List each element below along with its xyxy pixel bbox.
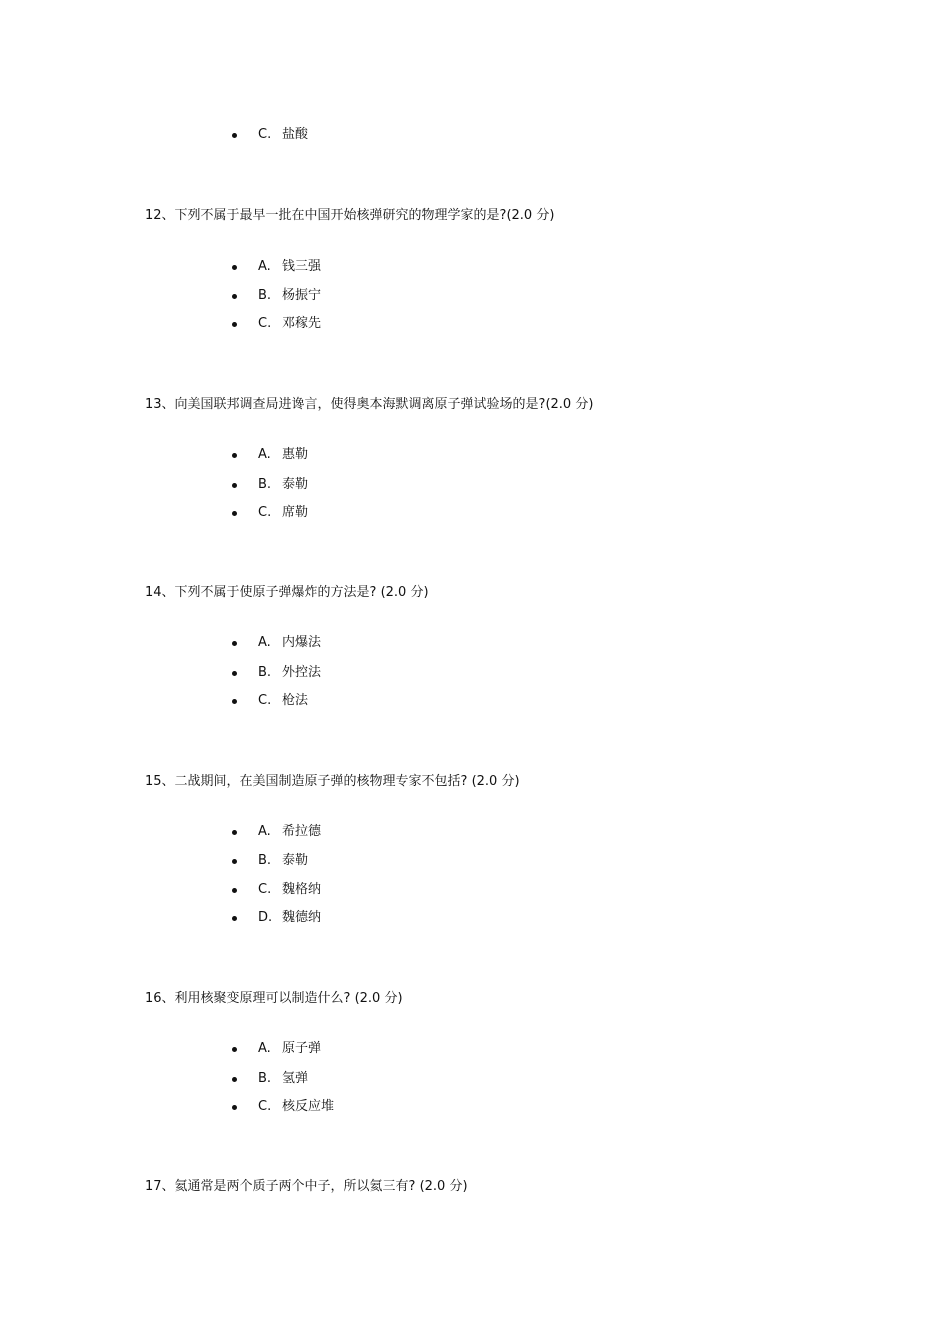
bullet-icon	[232, 859, 237, 864]
option-text: 钱三强	[282, 259, 322, 274]
bullet-icon	[232, 888, 237, 893]
bullet-icon	[232, 265, 237, 270]
bullet-icon	[232, 294, 237, 299]
option-letter: D.	[258, 910, 273, 925]
bullet-icon	[232, 1047, 237, 1052]
option-letter: C.	[258, 882, 272, 897]
option-letter: C.	[258, 505, 272, 520]
option-item	[232, 1040, 334, 1058]
question-17: 17、氦通常是两个质子两个中子，所以氦三有? (2.0 分)	[145, 1179, 468, 1194]
question-12: 12、下列不属于最早一批在中国开始核弹研究的物理学家的是?(2.0 分)	[145, 208, 555, 223]
option-item	[232, 446, 308, 464]
option-list-q15	[232, 823, 321, 927]
option-letter: C.	[258, 127, 272, 142]
option-text: 原子弹	[282, 1041, 322, 1056]
bullet-icon	[232, 453, 237, 458]
question-14: 14、下列不属于使原子弹爆炸的方法是? (2.0 分)	[145, 585, 429, 600]
option-letter: B.	[258, 477, 272, 492]
option-list-q13	[232, 446, 308, 522]
option-item	[232, 664, 321, 682]
option-text: 惠勒	[282, 447, 309, 462]
option-text: 泰勒	[282, 477, 309, 492]
option-letter: B.	[258, 288, 272, 303]
option-letter: B.	[258, 1071, 272, 1086]
option-text: 邓稼先	[282, 316, 322, 331]
option-list-q14	[232, 634, 321, 710]
option-list-q12	[232, 258, 321, 333]
bullet-icon	[232, 483, 237, 488]
bullet-icon	[232, 699, 237, 704]
option-text: 核反应堆	[282, 1099, 335, 1114]
option-list-q11	[232, 126, 308, 144]
option-item	[232, 852, 321, 870]
option-text: 魏德纳	[282, 910, 322, 925]
option-list-q16	[232, 1040, 334, 1116]
question-16: 16、利用核聚变原理可以制造什么? (2.0 分)	[145, 991, 403, 1006]
option-text: 泰勒	[282, 853, 309, 868]
option-letter: C.	[258, 1099, 272, 1114]
option-letter: B.	[258, 853, 272, 868]
bullet-icon	[232, 133, 237, 138]
option-text: 枪法	[282, 693, 309, 708]
option-text: 盐酸	[282, 127, 309, 142]
option-item	[232, 1098, 334, 1116]
option-letter: A.	[258, 635, 271, 650]
question-15: 15、二战期间，在美国制造原子弹的核物理专家不包括? (2.0 分)	[145, 774, 520, 789]
bullet-icon	[232, 916, 237, 921]
option-text: 内爆法	[282, 635, 322, 650]
bullet-icon	[232, 671, 237, 676]
option-letter: A.	[258, 1041, 271, 1056]
option-text: 魏格纳	[282, 882, 322, 897]
option-item	[232, 126, 308, 144]
bullet-icon	[232, 1105, 237, 1110]
option-item	[232, 634, 321, 652]
option-item	[232, 823, 321, 841]
option-item	[232, 315, 321, 333]
option-item	[232, 909, 321, 927]
option-text: 席勒	[282, 505, 309, 520]
option-item	[232, 881, 321, 899]
option-letter: C.	[258, 316, 272, 331]
option-item	[232, 1070, 334, 1088]
option-text: 杨振宁	[282, 288, 322, 303]
bullet-icon	[232, 830, 237, 835]
question-13: 13、向美国联邦调查局进谗言，使得奥本海默调离原子弹试验场的是?(2.0 分)	[145, 397, 594, 412]
option-text: 外控法	[282, 665, 322, 680]
option-letter: B.	[258, 665, 272, 680]
bullet-icon	[232, 1077, 237, 1082]
option-item	[232, 258, 321, 276]
option-text: 希拉德	[282, 824, 322, 839]
option-item	[232, 476, 308, 494]
bullet-icon	[232, 641, 237, 646]
option-letter: A.	[258, 447, 271, 462]
bullet-icon	[232, 511, 237, 516]
bullet-icon	[232, 322, 237, 327]
option-letter: A.	[258, 259, 271, 274]
option-letter: C.	[258, 693, 272, 708]
option-text: 氢弹	[282, 1071, 309, 1086]
option-item	[232, 692, 321, 710]
option-item	[232, 504, 308, 522]
option-item	[232, 287, 321, 305]
option-letter: A.	[258, 824, 271, 839]
